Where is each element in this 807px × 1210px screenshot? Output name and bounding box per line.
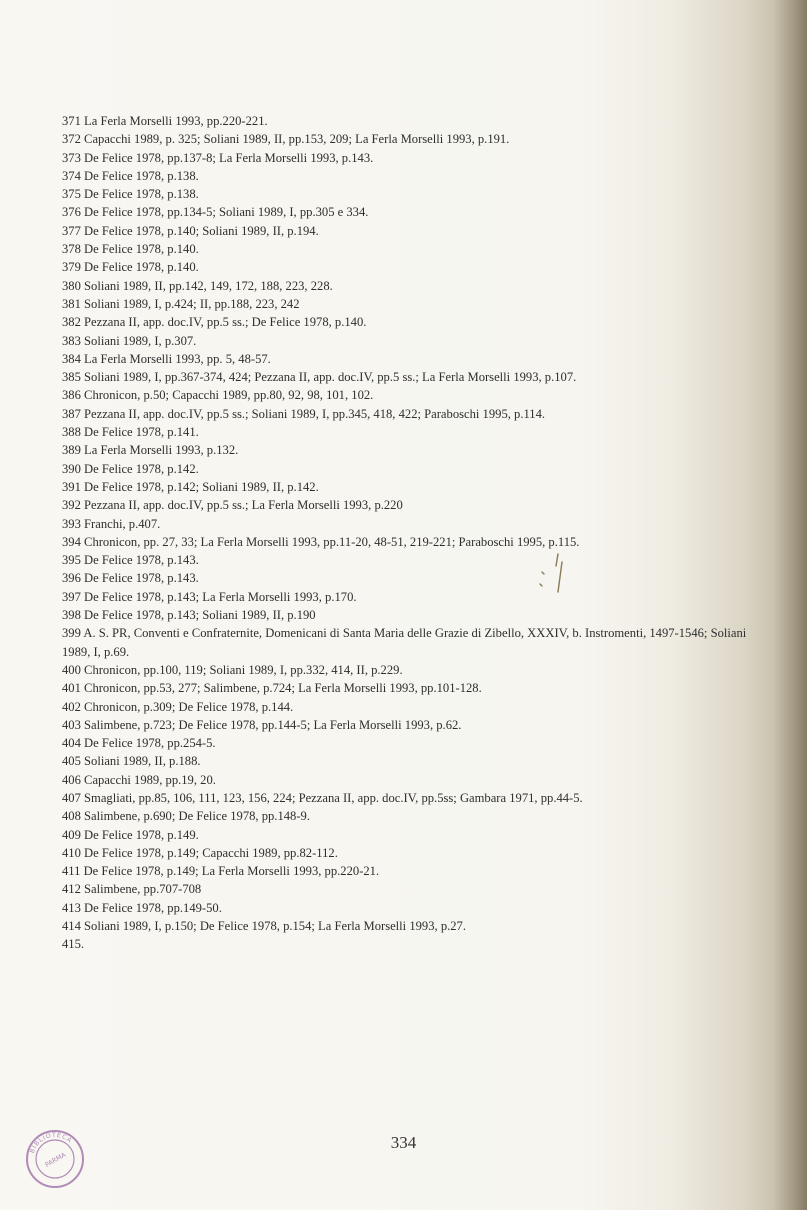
note-412: 412 Salimbene, pp.707-708 bbox=[62, 882, 202, 897]
note-394: 394 Chronicon, pp. 27, 33; La Ferla Morselli 1993, pp.11-20, 48-51, 219-221; Paraboschi 1995, p.115. bbox=[62, 534, 580, 549]
note-410: 410 De Felice 1978, p.149; Capacchi 1989, pp.82-112. bbox=[62, 845, 338, 860]
svg-text:BIBLIOTECA bbox=[29, 1132, 74, 1154]
note-409: 409 De Felice 1978, p.149. bbox=[62, 827, 199, 842]
note-399: 399 A. S. PR, Conventi e Confraternite, Domenicani di Santa Maria delle Grazie di Zibello, XXXIV, b. Instromenti, 1497-1546; Soliani 1989, I, p.69. bbox=[62, 626, 747, 659]
note-395: 395 De Felice 1978, p.143. bbox=[62, 553, 199, 568]
note-402: 402 Chronicon, p.309; De Felice 1978, p.144. bbox=[62, 699, 294, 714]
note-397: 397 De Felice 1978, p.143; La Ferla Morselli 1993, p.170. bbox=[62, 589, 357, 604]
note-384: 384 La Ferla Morselli 1993, pp. 5, 48-57. bbox=[62, 351, 271, 366]
note-401: 401 Chronicon, pp.53, 277; Salimbene, p.724; La Ferla Morselli 1993, pp.101-128. bbox=[62, 681, 482, 696]
note-386: 386 Chronicon, p.50; Capacchi 1989, pp.80, 92, 98, 101, 102. bbox=[62, 388, 374, 403]
note-400: 400 Chronicon, pp.100, 119; Soliani 1989, I, pp.332, 414, II, p.229. bbox=[62, 662, 403, 677]
note-385: 385 Soliani 1989, I, pp.367-374, 424; Pezzana II, app. doc.IV, pp.5 ss.; La Ferla Morselli 1993, p.107. bbox=[62, 370, 577, 385]
library-stamp-icon bbox=[24, 1128, 86, 1190]
footnote-list bbox=[62, 112, 752, 954]
note-393: 393 Franchi, p.407. bbox=[62, 516, 161, 531]
note-372: 372 Capacchi 1989, p. 325; Soliani 1989, II, pp.153, 209; La Ferla Morselli 1993, p.191. bbox=[62, 132, 510, 147]
note-381: 381 Soliani 1989, I, p.424; II, pp.188, 223, 242 bbox=[62, 296, 300, 311]
note-392: 392 Pezzana II, app. doc.IV, pp.5 ss.; La Ferla Morselli 1993, p.220 bbox=[62, 498, 403, 513]
note-375: 375 De Felice 1978, p.138. bbox=[62, 187, 199, 202]
note-404: 404 De Felice 1978, pp.254-5. bbox=[62, 736, 216, 751]
note-408: 408 Salimbene, p.690; De Felice 1978, pp.148-9. bbox=[62, 809, 310, 824]
note-387: 387 Pezzana II, app. doc.IV, pp.5 ss.; Soliani 1989, I, pp.345, 418, 422; Paraboschi 1995, p.114. bbox=[62, 406, 546, 421]
note-405: 405 Soliani 1989, II, p.188. bbox=[62, 754, 201, 769]
note-373: 373 De Felice 1978, pp.137-8; La Ferla Morselli 1993, p.143. bbox=[62, 150, 374, 165]
page-number: 334 bbox=[390, 1133, 417, 1152]
note-382: 382 Pezzana II, app. doc.IV, pp.5 ss.; De Felice 1978, p.140. bbox=[62, 315, 367, 330]
note-391: 391 De Felice 1978, p.142; Soliani 1989, II, p.142. bbox=[62, 479, 319, 494]
note-379: 379 De Felice 1978, p.140. bbox=[62, 260, 199, 275]
note-398: 398 De Felice 1978, p.143; Soliani 1989, II, p.190 bbox=[62, 608, 316, 623]
note-403: 403 Salimbene, p.723; De Felice 1978, pp.144-5; La Ferla Morselli 1993, p.62. bbox=[62, 717, 462, 732]
note-376: 376 De Felice 1978, pp.134-5; Soliani 1989, I, pp.305 e 334. bbox=[62, 205, 369, 220]
note-383: 383 Soliani 1989, I, p.307. bbox=[62, 333, 197, 348]
note-414: 414 Soliani 1989, I, p.150; De Felice 1978, p.154; La Ferla Morselli 1993, p.27. bbox=[62, 919, 467, 934]
note-377: 377 De Felice 1978, p.140; Soliani 1989, II, p.194. bbox=[62, 223, 319, 238]
note-380: 380 Soliani 1989, II, pp.142, 149, 172, 188, 223, 228. bbox=[62, 278, 333, 293]
note-396: 396 De Felice 1978, p.143. bbox=[62, 571, 199, 586]
note-415: 415. bbox=[62, 937, 85, 952]
note-388: 388 De Felice 1978, p.141. bbox=[62, 425, 199, 440]
page-binding-shadow bbox=[773, 0, 807, 1210]
note-390: 390 De Felice 1978, p.142. bbox=[62, 461, 199, 476]
note-378: 378 De Felice 1978, p.140. bbox=[62, 242, 199, 257]
note-411: 411 De Felice 1978, p.149; La Ferla Morselli 1993, pp.220-21. bbox=[62, 864, 380, 879]
stamp-center-text: PARMA bbox=[43, 1150, 68, 1169]
stamp-top-text: BIBLIOTECA bbox=[28, 1131, 74, 1155]
pencil-mark bbox=[528, 552, 576, 596]
note-406: 406 Capacchi 1989, pp.19, 20. bbox=[62, 772, 216, 787]
note-413: 413 De Felice 1978, pp.149-50. bbox=[62, 900, 222, 915]
note-371: 371 La Ferla Morselli 1993, pp.220-221. bbox=[62, 114, 268, 128]
note-374: 374 De Felice 1978, p.138. bbox=[62, 168, 199, 183]
note-389: 389 La Ferla Morselli 1993, p.132. bbox=[62, 443, 239, 458]
note-407: 407 Smagliati, pp.85, 106, 111, 123, 156, 224; Pezzana II, app. doc.IV, pp.5ss; Gambara 1971, pp.44-5. bbox=[62, 790, 583, 805]
